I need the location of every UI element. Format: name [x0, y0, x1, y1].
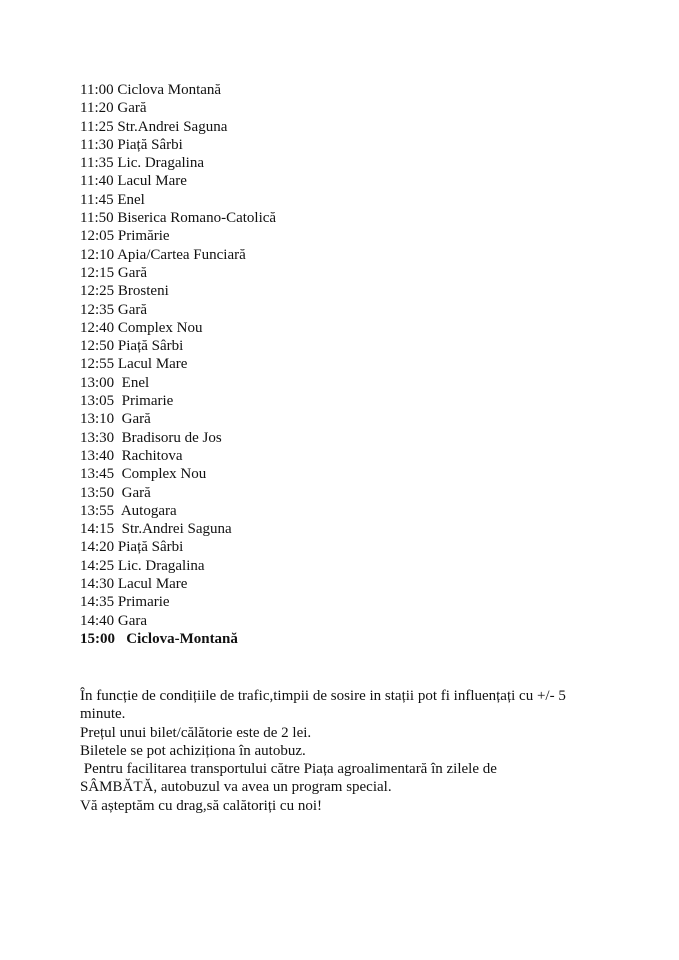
- schedule-entry: 13:45 Complex Nou: [80, 466, 207, 483]
- schedule-entry: 12:15 Gară: [80, 264, 148, 281]
- schedule-entry: 13:00 Enel: [80, 374, 150, 391]
- schedule-entry: 11:25 Str.Andrei Saguna: [80, 118, 228, 135]
- schedule-entry: 11:50 Biserica Romano-Catolică: [80, 210, 277, 227]
- schedule-entry: 12:50 Piață Sârbi: [80, 338, 184, 355]
- bus-schedule: [80, 81, 276, 648]
- note-line: În funcție de condițiile de trafic,timpii de sosire in stații pot fi influențați cu +/- 5: [80, 688, 566, 704]
- final-stop-entry: 15:00 Ciclova-Montană: [80, 630, 238, 647]
- note-line: Vă așteptăm cu drag,să calătoriți cu noi!: [80, 797, 322, 814]
- schedule-entry: 12:05 Primărie: [80, 228, 170, 245]
- schedule-entry: 13:50 Gară: [80, 484, 151, 501]
- schedule-entry: 14:30 Lacul Mare: [80, 576, 188, 593]
- schedule-entry: 13:40 Rachitova: [80, 447, 183, 464]
- schedule-entry: 11:30 Piață Sârbi: [80, 136, 183, 153]
- schedule-entry: 13:10 Gară: [80, 411, 151, 428]
- schedule-entry: 14:20 Piață Sârbi: [80, 539, 184, 556]
- schedule-entry: 14:25 Lic. Dragalina: [80, 557, 205, 574]
- schedule-entry: 13:05 Primarie: [80, 393, 174, 410]
- note-line: Pentru facilitarea transportului către Piața agroalimentară în zilele de: [80, 761, 497, 778]
- schedule-entry: 12:35 Gară: [80, 301, 148, 318]
- schedule-entry: 14:40 Gara: [80, 612, 148, 629]
- schedule-entry: 11:00 Ciclova Montană: [80, 82, 222, 98]
- schedule-entry: 11:20 Gară: [80, 100, 147, 117]
- note-line: SÂMBĂTĂ, autobuzul va avea un program special.: [80, 779, 392, 796]
- note-line: Prețul unui bilet/călătorie este de 2 lei.: [80, 724, 312, 741]
- schedule-entry: 13:30 Bradisoru de Jos: [80, 429, 222, 446]
- note-line: Biletele se pot achiziționa în autobuz.: [80, 742, 306, 759]
- info-notes: [80, 687, 620, 815]
- schedule-entry: 12:10 Apia/Cartea Funciară: [80, 246, 246, 263]
- schedule-entry: 12:25 Brosteni: [80, 283, 169, 300]
- note-line: minute.: [80, 706, 126, 723]
- schedule-entry: 11:45 Enel: [80, 191, 145, 208]
- schedule-entry: 11:40 Lacul Mare: [80, 173, 187, 190]
- schedule-entry: 13:55 Autogara: [80, 502, 177, 519]
- schedule-entry: 12:40 Complex Nou: [80, 319, 203, 336]
- schedule-entry: 11:35 Lic. Dragalina: [80, 155, 204, 172]
- schedule-entry: 14:35 Primarie: [80, 594, 170, 611]
- schedule-entry: 12:55 Lacul Mare: [80, 356, 188, 373]
- schedule-entry: 14:15 Str.Andrei Saguna: [80, 521, 232, 538]
